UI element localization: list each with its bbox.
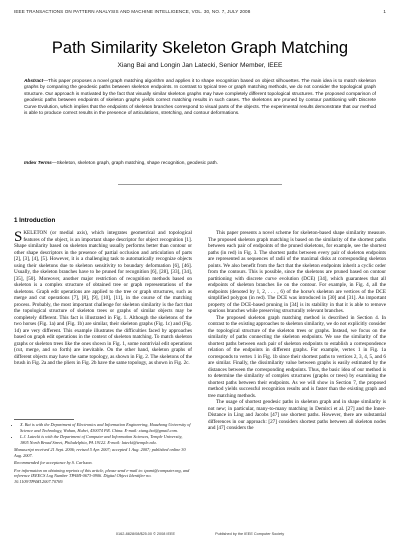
section-heading: 1 Introduction [14,217,56,224]
index-terms-text: —Skeleton, skeleton graph, graph matching, shape recognition, geodesic path. [51,161,218,166]
body-paragraph: This paper presents a novel scheme for skeleton-based shape similarity measure. The proposed skeleton graph matching is based on the similarity of the shortest paths between each pair of endpoints of the pruned skeletons, for example, see the shortest paths (in red) in Fig. 3. The shortest paths between every pair of skeleton endpoints are represented as sequences of radii of the maximal disks at corresponding skeleton points. We also benefit from the fact that the skeleton endpoints inherit a cyclic order from the contours. This is possible, since the skeletons are pruned based on contour partitioning with discrete curve evolution (DCE) [34], which guarantees that all endpoints of skeleton branches lie on the contour. For example, in Fig. 4, all the endpoints (denoted by 1, 2, . . . , 6) of the horse's skeleton are vertices of the DCE simplified polygon (in red). The DCE was introduced in [30] and [31]. An important property of the DCE-based pruning in [34] is its stability in that it is able to remove spurious branches while preserving structurally relevant branches. [208,230,386,315]
journal-header: IEEE TRANSACTIONS ON PATTERN ANALYSIS AND MACHINE INTELLIGENCE, VOL. 30, NO. 7, JULY 2008 [14,9,251,14]
footnote-affiliation: • L.J. Latecki is with the Department of Computer and Information Sciences, Temple University, 1805 North Broad Street, Philadelphia, PA 19122. E-mail: latecki@temple.edu. [20,434,192,445]
body-paragraph: The proposed skeleton graph matching method is described in Section 4. In contrast to the existing approaches to skeleton similarity, we do not explicitly consider the topological structure of the skeleton trees or graphs. Instead, we focus on the similarity of paths connecting the skeleton endpoints. We use the similarity of the shortest paths between each pair of skeleton endpoints to establish a correspondence relation of the endpoints in different graphs. For example, vertex 1 in Fig. 1a corresponds to vertex 1 in Fig. 1b since their shortest paths to vertices 2, 3, 4, 5, and 6 are similar. Finally, the dissimilarity value between graphs is easily estimated by the distances between the corresponding endpoints. Thus, the basic idea of our method is to determine the similarity of complex structures (graphs or trees) by examining the shortest paths between their endpoints. As we will show in Section 7, the proposed method yields successful recognition results and is faster than the existing graph and tree matching methods. [208,314,386,399]
footnote-received: Manuscript received 21 Sept. 2006; revised 5 Apr. 2007; accepted 1 Aug. 2007; published online 30 Aug. 2007. [14,447,186,458]
footnotes [14,422,192,484]
abstract-label: Abstract [24,79,44,84]
index-terms-label: Index Terms [24,161,52,166]
page-number: 1 [383,9,386,14]
paper-title: Path Similarity Skeleton Graph Matching [51,39,349,57]
index-terms [24,161,376,167]
footnote-reprints: For information on obtaining reprints of this article, please send e-mail to: tpami@computer.org, and reference IEEECS Log Number TPAMI-0673-0906. Digital Object Identifier no. 10.1109/TPAMI.2007.70769. [14,467,190,484]
abstract-text: —This paper proposes a novel graph matching algorithm and applies it to shape recognition based on object silhouettes. The main idea is to match skeleton graphs by comparing the geodesic paths between skeleton endpoints. In contrast to typical tree or graph matching methods, we do not consider the topological graph structure. Our approach is motivated by the fact that visually similar skeleton graphs may have completely different topological structures. The proposed comparison of geodesic paths between endpoints of skeleton graphs yields correct matching results in such cases. The skeletons are pruned by contour partitioning with Discrete Curve Evolution, which implies that the endpoints of skeleton branches correspond to visual parts of the objects. The experimental results demonstrate that our method is able to produce correct results in the presence of articulations, stretching, and contour deformations. [24,79,376,117]
drop-cap: S [14,229,23,245]
publisher-notice: Published by the IEEE Computer Society [215,532,285,536]
footnote-editor: Recommended for acceptance by S. Carlsson. [14,460,93,465]
abstract [24,79,376,118]
paper-authors: Xiang Bai and Longin Jan Latecki, Senior Member, IEEE [117,62,283,69]
body-paragraph: The usage of shortest geodesic paths in skeleton graph and in shape similarity is not new; in particular, many-to-many matching in Demirci et al. [27] and the Inner-Distance in Ling and Jacobs [47] use shortest paths. However, there are substantial differences in our approach: [27] considers shortest paths between all skeleton nodes and [47] considers the [208,399,386,432]
left-column [14,230,192,367]
abstract-divider [118,184,282,185]
copyright-notice: 0162-8828/08/$25.00 © 2008 IEEE [115,532,176,536]
intro-paragraph [14,230,192,367]
copyright-strip [14,532,386,536]
footnote-divider [14,419,74,420]
running-head [14,9,386,14]
footnote-affiliation: • X. Bai is with the Department of Electronics and Information Engineering, Huazhong University of Science and Technology, Wuhan, Hubei, 430074 P.R. China. E-mail: xiang.bai@gmail.com. [20,422,192,433]
right-column [208,230,386,432]
intro-paragraph-text: KELETON (or medial axis), which integrates geometrical and topological features of the object, is an important shape descriptor for object recognition [1]. Shape similarity based on skeleton matching usually performs better than contour or other shape descriptors in the presence of partial occlusion and articulation of parts [2], [3], [4], [5]. However, it is a challenging task to automatically recognize objects using their skeletons due to skeleton sensitivity to boundary deformation [6], [46]. Usually, the skeleton branches have to be pruned for recognition [6], [28], [33], [34], [35], [50]. Moreover, another major restriction of recognition methods based on skeleton is a complex structure of obtained tree or graph representations of the skeletons. Graph edit operations are applied to the tree or graph structures, such as merge and cut operations [7], [8], [9], [10], [11], in the course of the matching process. Probably, the most important challenge for skeleton similarity is the fact that the topological structure of skeleton trees or graphs of similar objects may be completely different. This fact is illustrated in Fig. 1. Although the skeletons of the two horses (Fig. 1a) and (Fig. 1b) are similar, their skeleton graphs (Fig. 1c) and (Fig. 1d) are very different. This example illustrates the difficulties faced by approaches based on graph edit operations in the context of skeleton matching. To match skeleton graphs or skeleton trees like the ones shown in Fig. 1, some nontrivial edit operations (cut, merge, and so forth) are inevitable. On the other hand, skeleton graphs of different objects may have the same topology, as shown in Fig. 2. The skeletons of the brush in Fig. 2a and the pliers in Fig. 2b have the same topology, as shown in Fig. 2c. [14,230,192,367]
